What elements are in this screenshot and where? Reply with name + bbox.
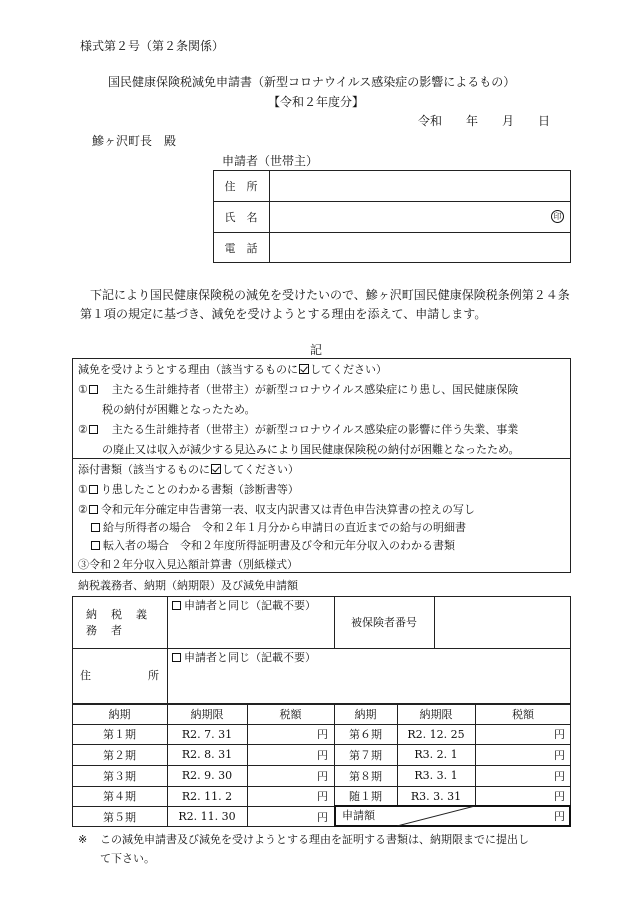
reason-item-1-cont: 税の納付が困難となったため。 [102, 403, 256, 416]
deadline-cell: R2. 7. 31 [181, 727, 233, 741]
amount-cell[interactable]: 円 [554, 748, 565, 762]
period-cell: 第１期 [103, 728, 136, 741]
amount-cell[interactable]: 円 [554, 728, 565, 741]
period-cell: 第２期 [103, 748, 136, 762]
deadline-cell: R3. 2. 1 [414, 748, 458, 761]
phone-label: 電 話 [224, 241, 258, 255]
attachment-item-2b: 転入者の場合 令和２年度所得証明書及び令和元年分収入のわかる書類 [90, 540, 455, 551]
addressee: 鰺ヶ沢町長 殿 [92, 134, 177, 148]
taxpayer-same-option: 申請者と同じ（記載不要） [171, 600, 316, 611]
reason-1-checkbox[interactable] [89, 385, 98, 394]
deadline-cell: R2. 11. 30 [178, 810, 236, 823]
amount-cell[interactable]: 円 [554, 769, 565, 783]
note-line-1: この減免申請書及び減免を受けようとする理由を証明する書類は、納期限までに提出し [100, 833, 529, 846]
ki-heading: 記 [310, 343, 323, 357]
reason-item-1: ① 主たる生計維持者（世帯主）が新型コロナウイルス感染症にり患し、国民健康保険 [78, 383, 519, 396]
period-cell: 第６期 [349, 728, 382, 741]
amount-cell[interactable]: 円 [554, 790, 565, 803]
application-amount-label: 申請額 [342, 809, 375, 822]
attachment-2-checkbox[interactable] [89, 505, 98, 514]
period-cell: 第５期 [103, 810, 136, 824]
intro-line-1: 下記により国民健康保険税の減免を受けたいので、鰺ヶ沢町国民健康保険税条例第２４条 [90, 288, 570, 302]
amount-cell[interactable]: 円 [317, 810, 328, 824]
name-label: 氏 名 [224, 210, 258, 224]
reason-item-2-cont: の廃止又は収入が減少する見込みにより国民健康保険税の納付が困難となったため。 [102, 443, 520, 456]
period-cell: 第７期 [349, 748, 382, 762]
col-period-right: 納期 [354, 708, 377, 721]
attachment-item-2: ② 令和元年分確定申告書第一表、収支内訳書又は青色申告決算書の控えの写し [78, 503, 475, 516]
reason-2-checkbox[interactable] [89, 425, 98, 434]
attachment-item-1: ① り患したことのわかる書類（診断書等） [78, 483, 299, 496]
deadline-cell: R3. 3. 31 [410, 789, 462, 803]
amount-cell[interactable]: 円 [317, 728, 328, 741]
insured-number-label: 被保険者番号 [351, 616, 417, 629]
col-period-left: 納期 [108, 708, 131, 721]
document-subtitle: 【令和２年度分】 [268, 95, 365, 109]
address-same-option: 申請者と同じ（記載不要） [171, 652, 316, 663]
document-title: 国民健康保険税減免申請書（新型コロナウイルス感染症の影響によるもの） [108, 75, 516, 89]
col-deadline-left: 納期限 [190, 708, 224, 721]
seal-mark: 印 [551, 210, 564, 223]
period-cell: 第３期 [103, 769, 136, 783]
period-cell: 第４期 [103, 790, 136, 803]
col-deadline-right: 納期限 [419, 708, 453, 721]
attachment-1-checkbox[interactable] [89, 485, 98, 494]
application-amount-cell[interactable]: 円 [554, 810, 565, 823]
date-line: 令和 年 月 日 [418, 114, 551, 128]
col-amount-left: 税額 [279, 708, 302, 721]
applicant-heading: 申請者（世帯主） [222, 154, 319, 168]
taxpayer-same-checkbox[interactable] [172, 601, 181, 610]
address-same-checkbox[interactable] [172, 653, 181, 662]
intro-line-2: 第１項の規定に基づき、減免を受けようとする理由を添えて、申請します。 [80, 307, 487, 321]
col-amount-right: 税額 [512, 708, 534, 721]
attachment-item-3: ③令和２年分収入見込額計算書（別紙様式） [78, 558, 298, 571]
attachment-2a-checkbox[interactable] [91, 523, 100, 532]
insured-number-field[interactable] [438, 612, 568, 632]
deadline-cell: R2. 8. 31 [181, 748, 233, 761]
attachment-2b-checkbox[interactable] [91, 541, 100, 550]
address-label-1: 住 [80, 669, 91, 682]
form-number: 様式第２号（第２条関係） [80, 39, 225, 53]
amount-cell[interactable]: 円 [317, 790, 328, 803]
diagonal-line [397, 806, 475, 826]
reason-heading: 減免を受けようとする理由（該当するものに してください） [78, 363, 387, 376]
checkmark-icon [299, 364, 309, 374]
address-label-2: 所 [148, 669, 159, 682]
note-mark: ※ [78, 833, 88, 846]
taxpayer-label: 納税義務者 [86, 608, 161, 637]
attachment-item-2a: 給与所得者の場合 令和２年１月分から申請日の直近までの給与の明細書 [90, 522, 466, 533]
checkmark-icon [211, 464, 221, 474]
amount-cell[interactable]: 円 [317, 748, 328, 762]
deadline-cell: R2. 9. 30 [181, 769, 233, 782]
deadline-cell: R3. 3. 1 [414, 769, 458, 782]
period-cell: 第８期 [349, 769, 382, 783]
reason-item-2: ② 主たる生計維持者（世帯主）が新型コロナウイルス感染症の影響に伴う失業、事業 [78, 423, 519, 436]
address-label: 住 所 [224, 179, 258, 193]
payment-heading: 納税義務者、納期（納期限）及び減免申請額 [78, 579, 298, 592]
deadline-cell: R2. 12. 25 [407, 727, 465, 741]
period-cell: 随１期 [349, 790, 382, 803]
attachments-heading: 添付書類（該当するものに してください） [78, 463, 299, 476]
amount-cell[interactable]: 円 [317, 769, 328, 783]
deadline-cell: R2. 11. 2 [181, 789, 233, 803]
note-line-2: て下さい。 [100, 852, 155, 865]
